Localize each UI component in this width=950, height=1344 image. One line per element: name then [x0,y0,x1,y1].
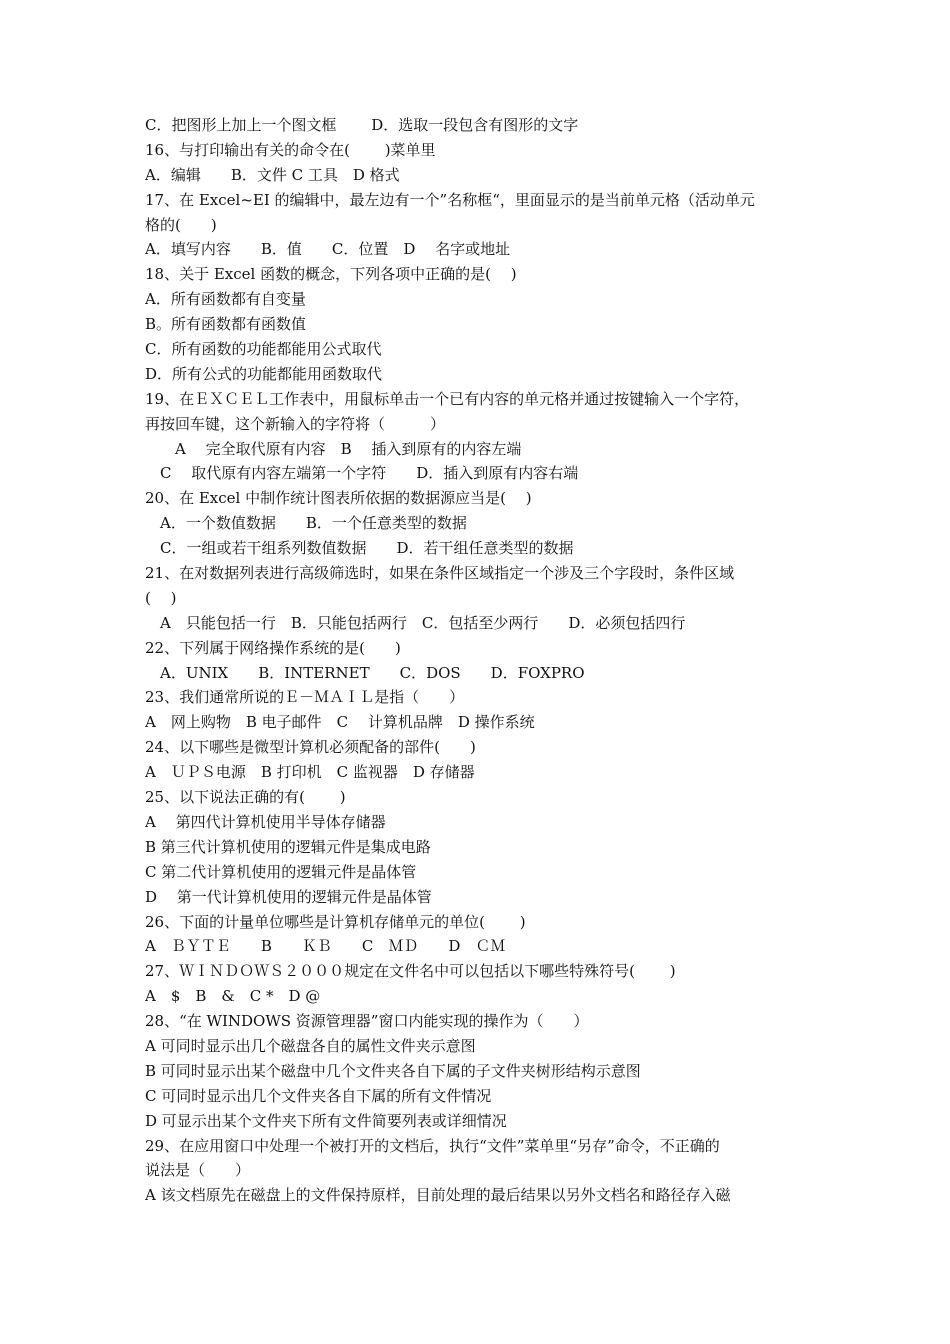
options-24: A ＵＰＳ电源 B 打印机 C 监视器 D 存储器 [145,763,475,782]
option-25-d: D 第一代计算机使用的逻辑元件是晶体管 [145,887,432,906]
options-16: A．编辑 B．文件 C 工具 D 格式 [145,165,400,184]
option-18-c: C．所有函数的功能都能用公式取代 [145,340,382,359]
question-29-cont: 说法是（ ） [145,1161,251,1180]
document-body [145,113,810,1208]
question-19-cont: 再按回车键，这个新输入的字符将（ ） [145,414,446,433]
options-20-ab: A．一个数值数据 B．一个任意类型的数据 [145,514,467,533]
question-21-cont: ( ) [145,588,177,607]
options-27: A $ B & C * D @ [145,987,321,1006]
question-28: 28、“在 WINDOWS 资源管理器”窗口内能实现的操作为（ ） [145,1012,589,1031]
option-18-b: B。所有函数都有函数值 [145,315,307,334]
question-25: 25、以下说法正确的有( ) [145,788,346,807]
question-20: 20、在 Excel 中制作统计图表所依据的数据源应当是( ) [145,489,532,508]
question-22: 22、下列属于网络操作系统的是( ) [145,638,401,657]
options-20-cd: C．一组或若干组系列数值数据 D．若干组任意类型的数据 [145,539,574,558]
option-28-d: D 可显示出某个文件夹下所有文件简要列表或详细情况 [145,1111,507,1130]
options-21: A 只能包括一行 B．只能包括两行 C．包括至少两行 D．必须包括四行 [145,613,686,632]
question-17-cont: 格的( ) [145,215,217,234]
question-26: 26、下面的计量单位哪些是计算机存储单元的单位( ) [145,912,526,931]
options-22: A．UNIX B．INTERNET C．DOS D．FOXPRO [145,663,585,682]
question-16: 16、与打印输出有关的命令在( )菜单里 [145,140,436,159]
option-28-c: C 可同时显示出几个文件夹各自下属的所有文件情况 [145,1086,492,1105]
options-19-ab: A 完全取代原有内容 B 插入到原有的内容左端 [145,439,522,458]
options-23: A 网上购物 B 电子邮件 C 计算机品牌 D 操作系统 [145,713,535,732]
option-25-a: A 第四代计算机使用半导体存储器 [145,812,386,831]
options-26: A ＢＹＴＥ B ＫＢ C ＭＤ D ＣＭ [145,937,506,956]
option-28-b: B 可同时显示出某个磁盘中几个文件夹各自下属的子文件夹树形结构示意图 [145,1061,641,1080]
option-18-d: D．所有公式的功能都能用函数取代 [145,364,383,383]
option-25-b: B 第三代计算机使用的逻辑元件是集成电路 [145,837,431,856]
question-21: 21、在对数据列表进行高级筛选时，如果在条件区域指定一个涉及三个字段时，条件区域 [145,564,735,583]
options-17: A．填写内容 B．值 C．位置 D 名字或地址 [145,240,511,259]
option-18-a: A．所有函数都有自变量 [145,290,306,309]
question-19: 19、在ＥＸＣＥＬ工作表中，用鼠标单击一个已有内容的单元格并通过按键输入一个字符， [145,389,750,408]
question-18: 18、关于 Excel 函数的概念，下列各项中正确的是( ) [145,265,517,284]
option-29-a: A 该文档原先在磁盘上的文件保持原样，目前处理的最后结果以另外文档名和路径存入磁 [145,1186,731,1205]
option-28-a: A 可同时显示出几个磁盘各自的属性文件夹示意图 [145,1036,476,1055]
options-19-cd: C 取代原有内容左端第一个字符 D．插入到原有内容右端 [145,464,579,483]
question-29: 29、在应用窗口中处理一个被打开的文档后，执行“文件”菜单里“另存”命令，不正确的 [145,1136,720,1155]
question-23: 23、我们通常所说的Ｅ－ＭＡＩＬ是指（ ） [145,688,465,707]
text-line: C．把图形上加上一个图文框 D．选取一段包含有图形的文字 [145,116,579,134]
question-24: 24、以下哪些是微型计算机必须配备的部件( ) [145,738,476,757]
option-25-c: C 第二代计算机使用的逻辑元件是晶体管 [145,862,417,881]
question-17: 17、在 Excel~EI 的编辑中，最左边有一个”名称框“，里面显示的是当前单元格（活动单元 [145,190,755,209]
question-27: 27、ＷＩＮＤＯＷＳ２０００规定在文件名中可以包括以下哪些特殊符号( ) [145,962,676,981]
